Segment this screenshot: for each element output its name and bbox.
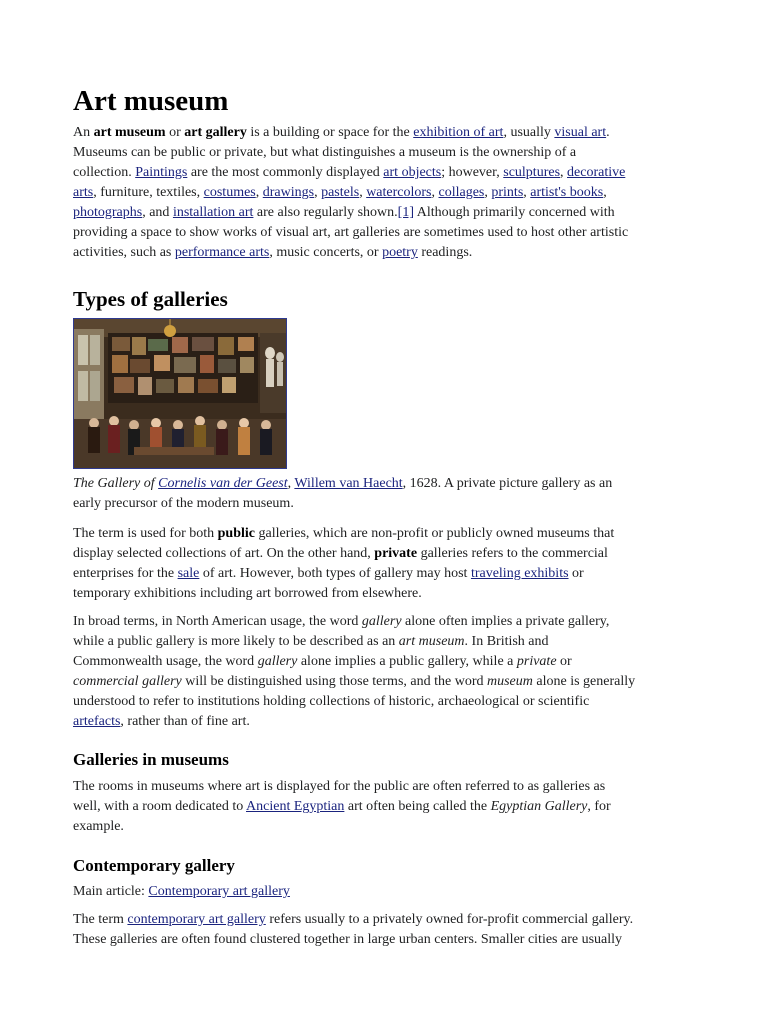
text: ,	[523, 185, 531, 200]
text: museum	[486, 674, 533, 689]
intro-line-2	[73, 143, 697, 163]
text: example.	[73, 819, 124, 834]
p2-line-3	[73, 652, 697, 672]
text: alone often implies a private gallery,	[401, 614, 610, 629]
text: , music concerts, or	[269, 245, 383, 260]
caption-line-2	[73, 494, 697, 514]
page-title: Art museum	[73, 85, 229, 117]
text: refers usually to a privately owned for-profit commercial gallery.	[265, 912, 634, 927]
term-public: public	[217, 526, 255, 541]
intro-line-7	[73, 243, 697, 263]
text: ,	[560, 165, 568, 180]
text: providing a space to show works of visual art, art galleries are sometimes used to host other artistic	[73, 225, 629, 240]
heading-types-of-galleries: Types of galleries	[73, 287, 228, 311]
link-installation-art[interactable]: installation art	[172, 205, 254, 220]
link-traveling-exhibits[interactable]: traveling exhibits	[470, 566, 569, 581]
text: , and	[142, 205, 173, 220]
text: or	[568, 566, 584, 581]
text: commercial gallery	[73, 674, 182, 689]
text: alone implies a public gallery, while a	[297, 654, 517, 669]
text: art museum	[398, 634, 465, 649]
text: . In British and	[464, 634, 549, 649]
text: temporary exhibitions including art borrowed from elsewhere.	[73, 586, 422, 601]
text: Although primarily concerned with	[413, 205, 615, 220]
link-art-objects[interactable]: art objects	[383, 165, 442, 180]
term-art-gallery: art gallery	[184, 125, 247, 140]
link-decorative[interactable]: decorative	[567, 165, 626, 180]
text: galleries refers to the commercial	[417, 546, 608, 561]
link-photographs[interactable]: photographs	[73, 205, 143, 220]
p2-line-1	[73, 612, 697, 632]
text: galleries, which are non-profit or publicly owned museums that	[255, 526, 615, 541]
text: ,	[287, 476, 295, 491]
link-sale[interactable]: sale	[177, 566, 200, 581]
text: alone is generally	[532, 674, 636, 689]
text: activities, such as	[73, 245, 175, 260]
text: ,	[314, 185, 322, 200]
text: well, with a room dedicated to	[73, 799, 247, 814]
text: ,	[359, 185, 367, 200]
link-prints[interactable]: prints	[491, 185, 524, 200]
main-article-label: Main article:	[73, 884, 149, 899]
text: or	[556, 654, 572, 669]
link-contemporary-art-gallery[interactable]: contemporary art gallery	[127, 912, 266, 927]
main-article-note	[73, 882, 697, 902]
link-artists-books[interactable]: artist's books	[530, 185, 604, 200]
link-ancient-egyptian[interactable]: Ancient Egyptian	[246, 799, 345, 814]
text: Museums can be public or private, but what distinguishes a museum is the ownership of a	[73, 145, 577, 160]
main-article-line	[73, 882, 697, 902]
p1-line-1	[73, 524, 697, 544]
text: In broad terms, in North American usage, the word	[73, 614, 362, 629]
cg-line-2	[73, 930, 697, 950]
text: ,	[603, 185, 607, 200]
p2-line-5	[73, 692, 697, 712]
p2-line-4	[73, 672, 697, 692]
caption-line-1	[73, 474, 697, 494]
text: The rooms in museums where art is displayed for the public are often referred to as galleries as	[73, 779, 606, 794]
text: ,	[255, 185, 263, 200]
text: The term is used for both	[73, 526, 218, 541]
p2-line-6	[73, 712, 697, 732]
link-visual-art[interactable]: visual art	[554, 125, 607, 140]
text: are the most commonly displayed	[187, 165, 384, 180]
text: private	[516, 654, 557, 669]
text: These galleries are often found clustered together in large urban centers. Smaller cities are usually	[73, 932, 623, 947]
text: .	[606, 125, 610, 140]
text: art often being called the	[344, 799, 491, 814]
text: gallery	[257, 654, 298, 669]
link-willem-van-haecht[interactable]: Willem van Haecht	[294, 476, 403, 491]
text: , usually	[503, 125, 555, 140]
text: Egyptian Gallery	[490, 799, 588, 814]
p1-line-4	[73, 584, 697, 604]
gim-line-3	[73, 817, 697, 837]
p1-line-2	[73, 544, 697, 564]
text: early precursor of the modern museum.	[73, 496, 294, 511]
link-drawings[interactable]: drawings	[262, 185, 315, 200]
link-collages[interactable]: collages	[438, 185, 485, 200]
link-watercolors[interactable]: watercolors	[366, 185, 432, 200]
text: ,	[431, 185, 439, 200]
figure-caption	[73, 474, 697, 514]
gim-line-2	[73, 797, 697, 817]
gallery-painting-image[interactable]	[73, 318, 287, 469]
cg-line-1	[73, 910, 697, 930]
intro-line-4	[73, 183, 697, 203]
text: The term	[73, 912, 128, 927]
link-arts[interactable]: arts	[73, 185, 94, 200]
link-contemporary-art-gallery-main[interactable]: Contemporary art gallery	[148, 884, 290, 899]
text: gallery	[361, 614, 402, 629]
link-paintings[interactable]: Paintings	[135, 165, 188, 180]
intro-paragraph	[73, 123, 697, 263]
p2-line-2	[73, 632, 697, 652]
painting-illustration	[74, 319, 286, 468]
text: , 1628. A private picture gallery as an	[402, 476, 613, 491]
term-private: private	[374, 546, 418, 561]
intro-line-5	[73, 203, 697, 223]
text: readings.	[417, 245, 473, 260]
link-cornelis-van-der-geest[interactable]: Cornelis van der Geest	[158, 476, 288, 491]
text: understood to refer to institutions holding collections of historic, archaeological or scientific	[73, 694, 590, 709]
text: The Gallery of	[73, 476, 159, 491]
text: or	[165, 125, 185, 140]
intro-line-3	[73, 163, 697, 183]
text: An	[73, 125, 94, 140]
text: enterprises for the	[73, 566, 178, 581]
text: collection.	[73, 165, 136, 180]
text: , rather than of fine art.	[120, 714, 250, 729]
paragraph-galleries-in-museums	[73, 777, 697, 837]
text: are also regularly shown.	[253, 205, 398, 220]
link-performance-arts[interactable]: performance arts	[174, 245, 270, 260]
text: is a building or space for the	[246, 125, 414, 140]
link-sculptures[interactable]: sculptures	[503, 165, 561, 180]
p1-line-3	[73, 564, 697, 584]
term-art-museum: art museum	[93, 125, 166, 140]
text: Commonwealth usage, the word	[73, 654, 258, 669]
text: display selected collections of art. On the other hand,	[73, 546, 375, 561]
heading-contemporary-gallery: Contemporary gallery	[73, 856, 235, 875]
intro-line-6	[73, 223, 697, 243]
paragraph-public-private	[73, 524, 697, 604]
heading-galleries-in-museums: Galleries in museums	[73, 750, 229, 769]
text: of art. However, both types of gallery may host	[199, 566, 471, 581]
text: ; however,	[441, 165, 504, 180]
link-pastels[interactable]: pastels	[321, 185, 360, 200]
link-exhibition-of-art[interactable]: exhibition of art	[413, 125, 504, 140]
link-artefacts[interactable]: artefacts	[73, 714, 121, 729]
paragraph-contemporary	[73, 910, 697, 950]
text: ,	[484, 185, 492, 200]
text: , furniture, textiles,	[93, 185, 204, 200]
text: , for	[587, 799, 611, 814]
reference-1[interactable]: [1]	[397, 205, 414, 220]
gim-line-1	[73, 777, 697, 797]
link-costumes[interactable]: costumes	[203, 185, 256, 200]
paragraph-usage	[73, 612, 697, 732]
text: while a public gallery is more likely to be described as an	[73, 634, 399, 649]
intro-line-1	[73, 123, 697, 143]
link-poetry[interactable]: poetry	[382, 245, 418, 260]
text: will be distinguished using those terms, and the word	[181, 674, 487, 689]
